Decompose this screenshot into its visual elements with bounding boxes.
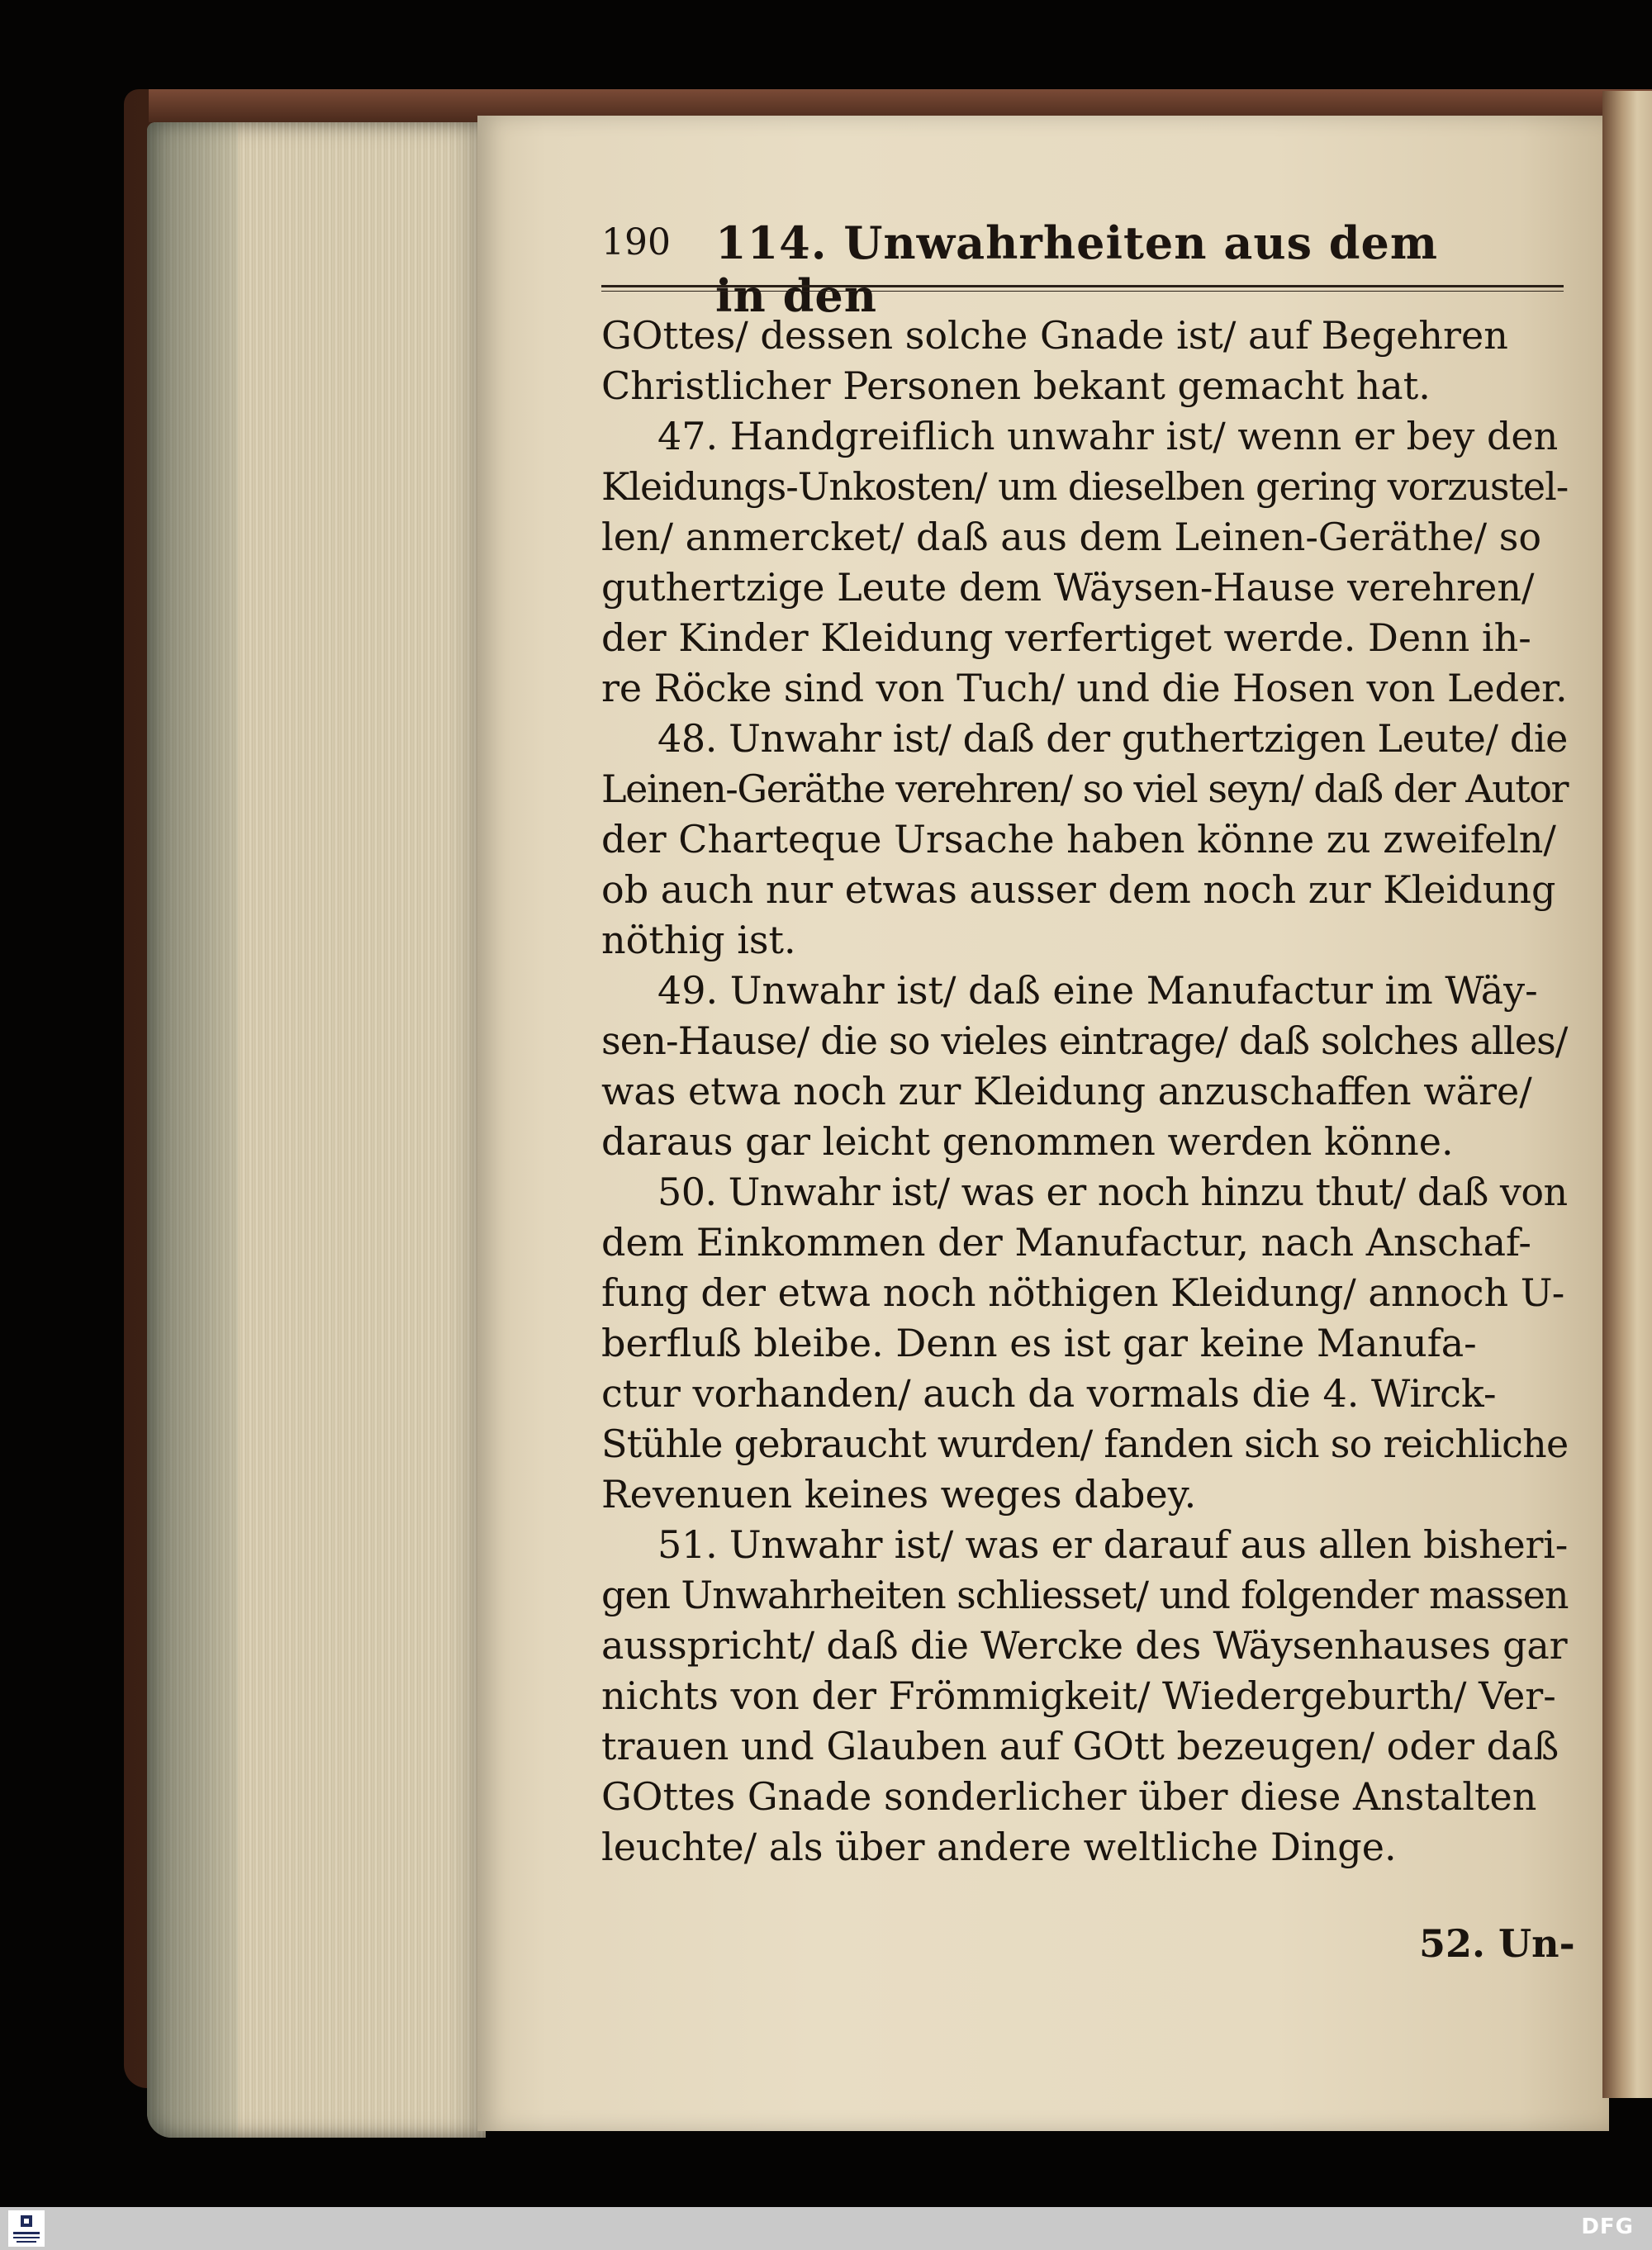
text-line: 47. Handgreiflich unwahr ist/ wenn er bey den xyxy=(657,414,1559,458)
text-line: berfluß bleibe. Denn es ist gar keine Manufa- xyxy=(601,1321,1477,1365)
text-line: len/ anmercket/ daß aus dem Leinen-Geräthe/ so xyxy=(601,515,1542,559)
text-line: nichts von der Frömmigkeit/ Wiedergeburth/ Ver- xyxy=(601,1673,1556,1718)
library-seal-icon xyxy=(8,2210,45,2247)
text-line: 51. Unwahr ist/ was er darauf aus allen bisheri- xyxy=(657,1522,1569,1567)
header-rule-thin xyxy=(601,291,1564,292)
text-line: GOttes Gnade sonderlicher über diese Anstalten xyxy=(601,1774,1537,1819)
text-line: gen Unwahrheiten schliesset/ und folgender massen xyxy=(601,1573,1569,1617)
text-line: Stühle gebraucht wurden/ fanden sich so reichliche xyxy=(601,1422,1569,1466)
text-line: ausspricht/ daß die Wercke des Wäysenhauses gar xyxy=(601,1623,1568,1668)
text-line: 49. Unwahr ist/ daß eine Manufactur im Wäy- xyxy=(657,968,1538,1013)
text-line: trauen und Glauben auf GOtt bezeugen/ oder daß xyxy=(601,1724,1559,1768)
page-text xyxy=(601,311,1568,1873)
dfg-logo-text: DFG xyxy=(1581,2214,1634,2239)
facing-page-edge xyxy=(1602,91,1652,2098)
text-line: dem Einkommen der Manufactur, nach Anschaf- xyxy=(601,1220,1531,1265)
catchword: 52. Un- xyxy=(1419,1921,1575,1966)
text-line: ctur vorhanden/ auch da vormals die 4. Wirck- xyxy=(601,1371,1497,1416)
text-line: ob auch nur etwas ausser dem noch zur Kleidung xyxy=(601,867,1556,912)
text-line: guthertzige Leute dem Wäysen-Hause verehren/ xyxy=(601,565,1535,610)
text-line: der Charteque Ursache haben könne zu zweifeln/ xyxy=(601,817,1556,862)
text-line: daraus gar leicht genommen werden könne. xyxy=(601,1119,1454,1164)
text-line: 48. Unwahr ist/ daß der guthertzigen Leute/ die xyxy=(657,716,1568,761)
text-line: Revenuen keines weges dabey. xyxy=(601,1472,1197,1517)
text-line: 50. Unwahr ist/ was er noch hinzu thut/ daß von xyxy=(657,1170,1568,1214)
text-line: re Röcke sind von Tuch/ und die Hosen von Leder. xyxy=(601,666,1568,710)
text-line: Christlicher Personen bekant gemacht hat. xyxy=(601,363,1431,408)
page-number: 190 xyxy=(601,221,671,263)
running-title: 114. Unwahrheiten aus dem in den xyxy=(715,216,1439,322)
text-line: Leinen-Geräthe verehren/ so viel seyn/ daß der Autor xyxy=(601,767,1569,811)
running-head xyxy=(601,216,1477,322)
text-line: sen-Hause/ die so vieles eintrage/ daß solches alles/ xyxy=(601,1018,1568,1063)
fore-edge-shadow xyxy=(147,122,238,2138)
text-line: GOttes/ dessen solche Gnade ist/ auf Begehren xyxy=(601,313,1508,358)
text-line: Kleidungs-Unkosten/ um dieselben gering vorzustel- xyxy=(601,464,1569,509)
header-rule xyxy=(601,285,1564,287)
text-line: nöthig ist. xyxy=(601,918,796,962)
viewer-footer-bar xyxy=(0,2207,1652,2250)
text-line: fung der etwa noch nöthigen Kleidung/ annoch U- xyxy=(601,1270,1565,1315)
text-line: leuchte/ als über andere weltliche Dinge. xyxy=(601,1825,1397,1869)
text-line: der Kinder Kleidung verfertiget werde. Denn ih- xyxy=(601,615,1531,660)
text-line: was etwa noch zur Kleidung anzuschaffen wäre/ xyxy=(601,1069,1532,1113)
